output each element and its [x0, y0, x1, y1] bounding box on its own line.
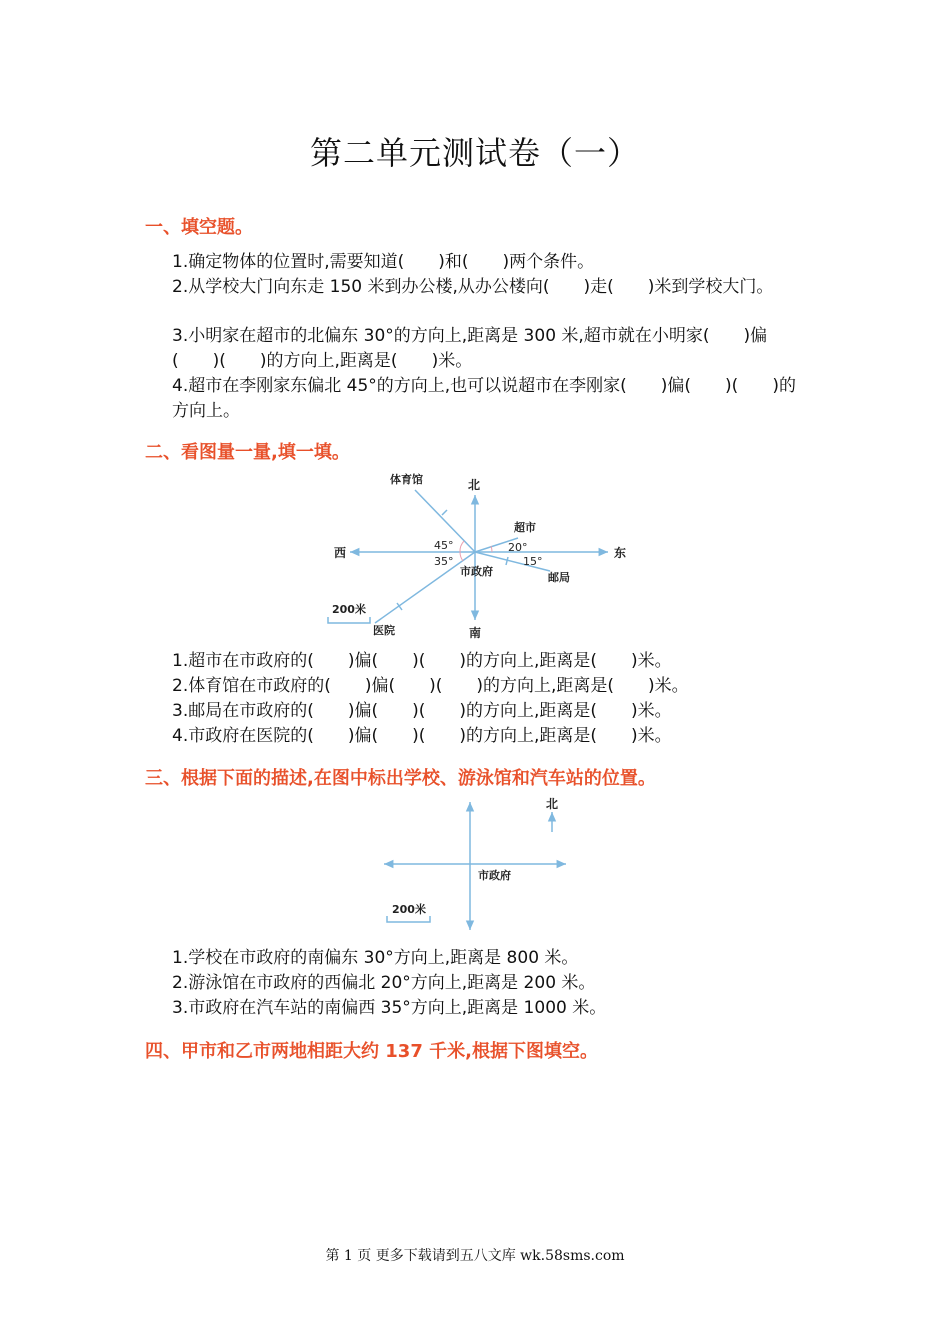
s1-question-3: 3.小明家在超市的北偏东 30°的方向上,距离是 300 米,超市就在小明家( )偏( )( )的方向上,距离是( )米。 — [172, 326, 768, 371]
s2-question-3: 3.邮局在市政府的( )偏( )( )的方向上,距离是( )米。 — [172, 701, 672, 721]
s3-question-1: 1.学校在市政府的南偏东 30°方向上,距离是 800 米。 — [172, 948, 579, 968]
label-center: 市政府 — [460, 565, 493, 578]
s2-question-1: 1.超市在市政府的( )偏( )( )的方向上,距离是( )米。 — [172, 651, 672, 671]
label-south: 南 — [469, 626, 482, 640]
s1-question-1: 1.确定物体的位置时,需要知道( )和( )两个条件。 — [172, 252, 595, 272]
label-east: 东 — [614, 546, 627, 560]
s3-question-2: 2.游泳馆在市政府的西偏北 20°方向上,距离是 200 米。 — [172, 973, 596, 993]
page-title: 第二单元测试卷（一） — [309, 134, 640, 172]
label-west: 西 — [334, 546, 347, 560]
arc-35 — [460, 552, 463, 561]
label-scale: 200米 — [392, 903, 426, 916]
section-2-heading: 二、看图量一量,填一填。 — [145, 442, 350, 463]
section-3-heading: 三、根据下面的描述,在图中标出学校、游泳馆和汽车站的位置。 — [145, 768, 656, 789]
ray-post-tick — [506, 557, 508, 565]
label-north: 北 — [546, 797, 559, 811]
ray-gym-tick — [442, 510, 447, 515]
s2-question-2: 2.体育馆在市政府的( )偏( )( )的方向上,距离是( )米。 — [172, 676, 689, 696]
label-post: 邮局 — [548, 571, 570, 584]
label-angle-45: 45° — [434, 539, 454, 552]
scale-bar — [328, 617, 370, 623]
section-1-heading: 一、填空题。 — [145, 217, 253, 238]
section-4-heading: 四、甲市和乙市两地相距大约 137 千米,根据下图填空。 — [145, 1041, 598, 1062]
s1-question-4: 4.超市在李刚家东偏北 45°的方向上,也可以说超市在李刚家( )偏( )( )的方向上。 — [172, 376, 796, 421]
s3-question-3: 3.市政府在汽车站的南偏西 35°方向上,距离是 1000 米。 — [172, 998, 607, 1018]
label-angle-15: 15° — [523, 555, 543, 568]
direction-diagram — [320, 465, 650, 645]
label-market: 超市 — [514, 521, 536, 534]
s2-question-4: 4.市政府在医院的( )偏( )( )的方向上,距离是( )米。 — [172, 726, 672, 746]
label-north: 北 — [468, 478, 481, 492]
label-angle-20: 20° — [508, 541, 528, 554]
page-footer: 第 1 页 更多下载请到五八文库 wk.58sms.com — [325, 1248, 625, 1264]
s1-question-2: 2.从学校大门向东走 150 米到办公楼,从办公楼向( )走( )米到学校大门。 — [172, 277, 774, 297]
label-hospital: 医院 — [373, 624, 395, 637]
label-gym: 体育馆 — [390, 473, 423, 486]
label-scale: 200米 — [332, 603, 366, 616]
blank-direction-diagram — [380, 792, 580, 934]
label-angle-35: 35° — [434, 555, 454, 568]
label-center: 市政府 — [478, 869, 511, 882]
scale-bar — [387, 916, 430, 922]
arc-45 — [460, 541, 464, 552]
ray-hospital — [375, 552, 475, 623]
